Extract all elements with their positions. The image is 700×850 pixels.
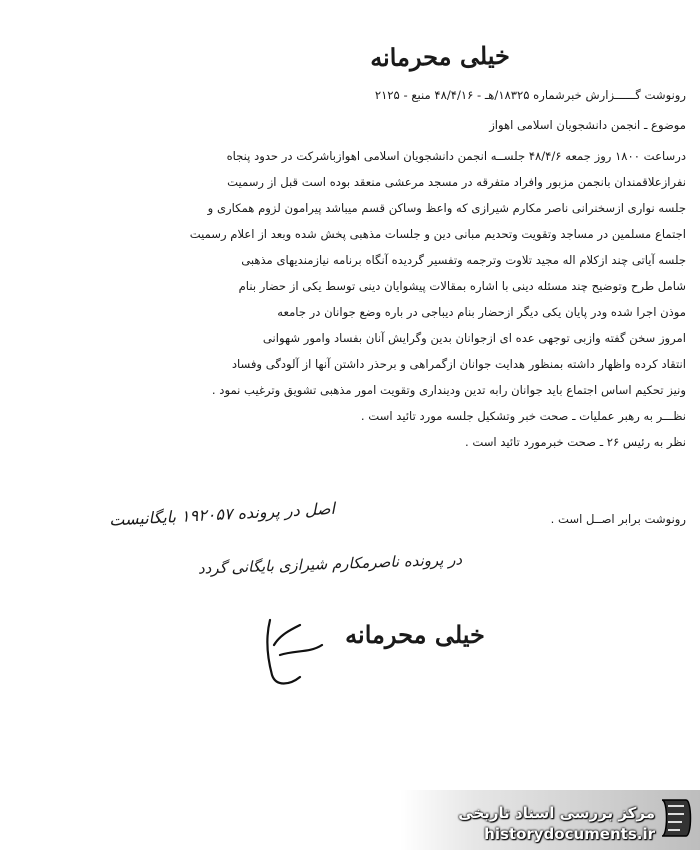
- body-line: انتقاد کرده واظهار داشته بمنظور هدایت جوانان ازگمراهی و برحذر داشتن آنها از آلودگی وفساد: [231, 357, 686, 371]
- body-line: نفرازعلاقمندان بانجمن مزبور وافراد متفرقه در مسجد مرعشی منعقد بوده است قبل از رسمیت: [227, 175, 686, 189]
- body-line: درساعت ۱۸۰۰ روز جمعه ۴۸/۴/۶ جلســه انجمن دانشجویان اسلامی اهوازباشرکت در حدود پنجاه: [226, 149, 686, 163]
- body-line: جلسه آیاتی چند ازکلام اله مجید تلاوت وترجمه وتفسیر گردیده آنگاه برنامه نیازمندیهای مذهبی: [241, 253, 686, 267]
- body-line: امروز سخن گفته وازبی توجهی عده ای ازجوانان بدین وگرایش آنان بفساد وامور شهوانی: [262, 331, 686, 345]
- signature-icon: [260, 615, 330, 695]
- body-line: ونیز تحکیم اساس اجتماع باید جوانان رابه تدین ودینداری وتقویت امور مذهبی تشویق وترغیب نمود .: [211, 383, 686, 397]
- archive-logo-icon: [658, 796, 694, 840]
- body-line: جلسه نواری ازسخنرانی ناصر مکارم شیرازی که واعظ وساکن قسم میباشد پیرامون لزوم همکاری و: [207, 201, 686, 215]
- archive-organization-name: مرکز بررسی اسناد تاریخی: [458, 804, 655, 822]
- body-line: نظر به رئیس ۲۶ ـ صحت خبرمورد تائید است .: [464, 435, 686, 449]
- archive-website: historydocuments.ir: [484, 825, 655, 843]
- bottom-classification-stamp: خیلی محرمانه: [345, 620, 485, 649]
- subject-line: موضوع ـ انجمن دانشجویان اسلامی اهواز: [489, 118, 686, 132]
- classification-heading: خیلی محرمانه: [369, 40, 511, 73]
- body-line: شامل طرح وتوضیح چند مسئله دینی با اشاره بمقالات پیشوایان دینی توسط یکی از حضار بنام: [238, 279, 686, 293]
- handwritten-archive-note: اصل در پرونده ۱۹۲۰۵۷ بایگانیست: [108, 498, 336, 530]
- archive-watermark-banner: [400, 790, 700, 850]
- report-reference-line: رونوشت گــــــزارش خبرشماره ۱۸۳۲۵/هـ - ۴۸/۴/۱۶ منبع - ۲۱۲۵: [374, 88, 686, 102]
- handwritten-filing-instruction: در پرونده ناصرمکارم شیرازی بایگانی گردد: [197, 550, 463, 578]
- body-line: نظـــر به رهبر عملیات ـ صحت خبر وتشکیل جلسه مورد تائید است .: [360, 409, 686, 423]
- body-line: اجتماع مسلمین در مساجد وتقویت وتحدیم مبانی دین و جلسات مذهبی پخش شده وبعد از اعلام رسمیت: [189, 227, 686, 241]
- body-line: موذن اجرا شده ودر پایان یکی دیگر ازحضار بنام دیباجی در باره وضع جوانان در جامعه: [277, 305, 686, 319]
- copy-conformity-line: رونوشت برابر اصــل است .: [550, 512, 686, 526]
